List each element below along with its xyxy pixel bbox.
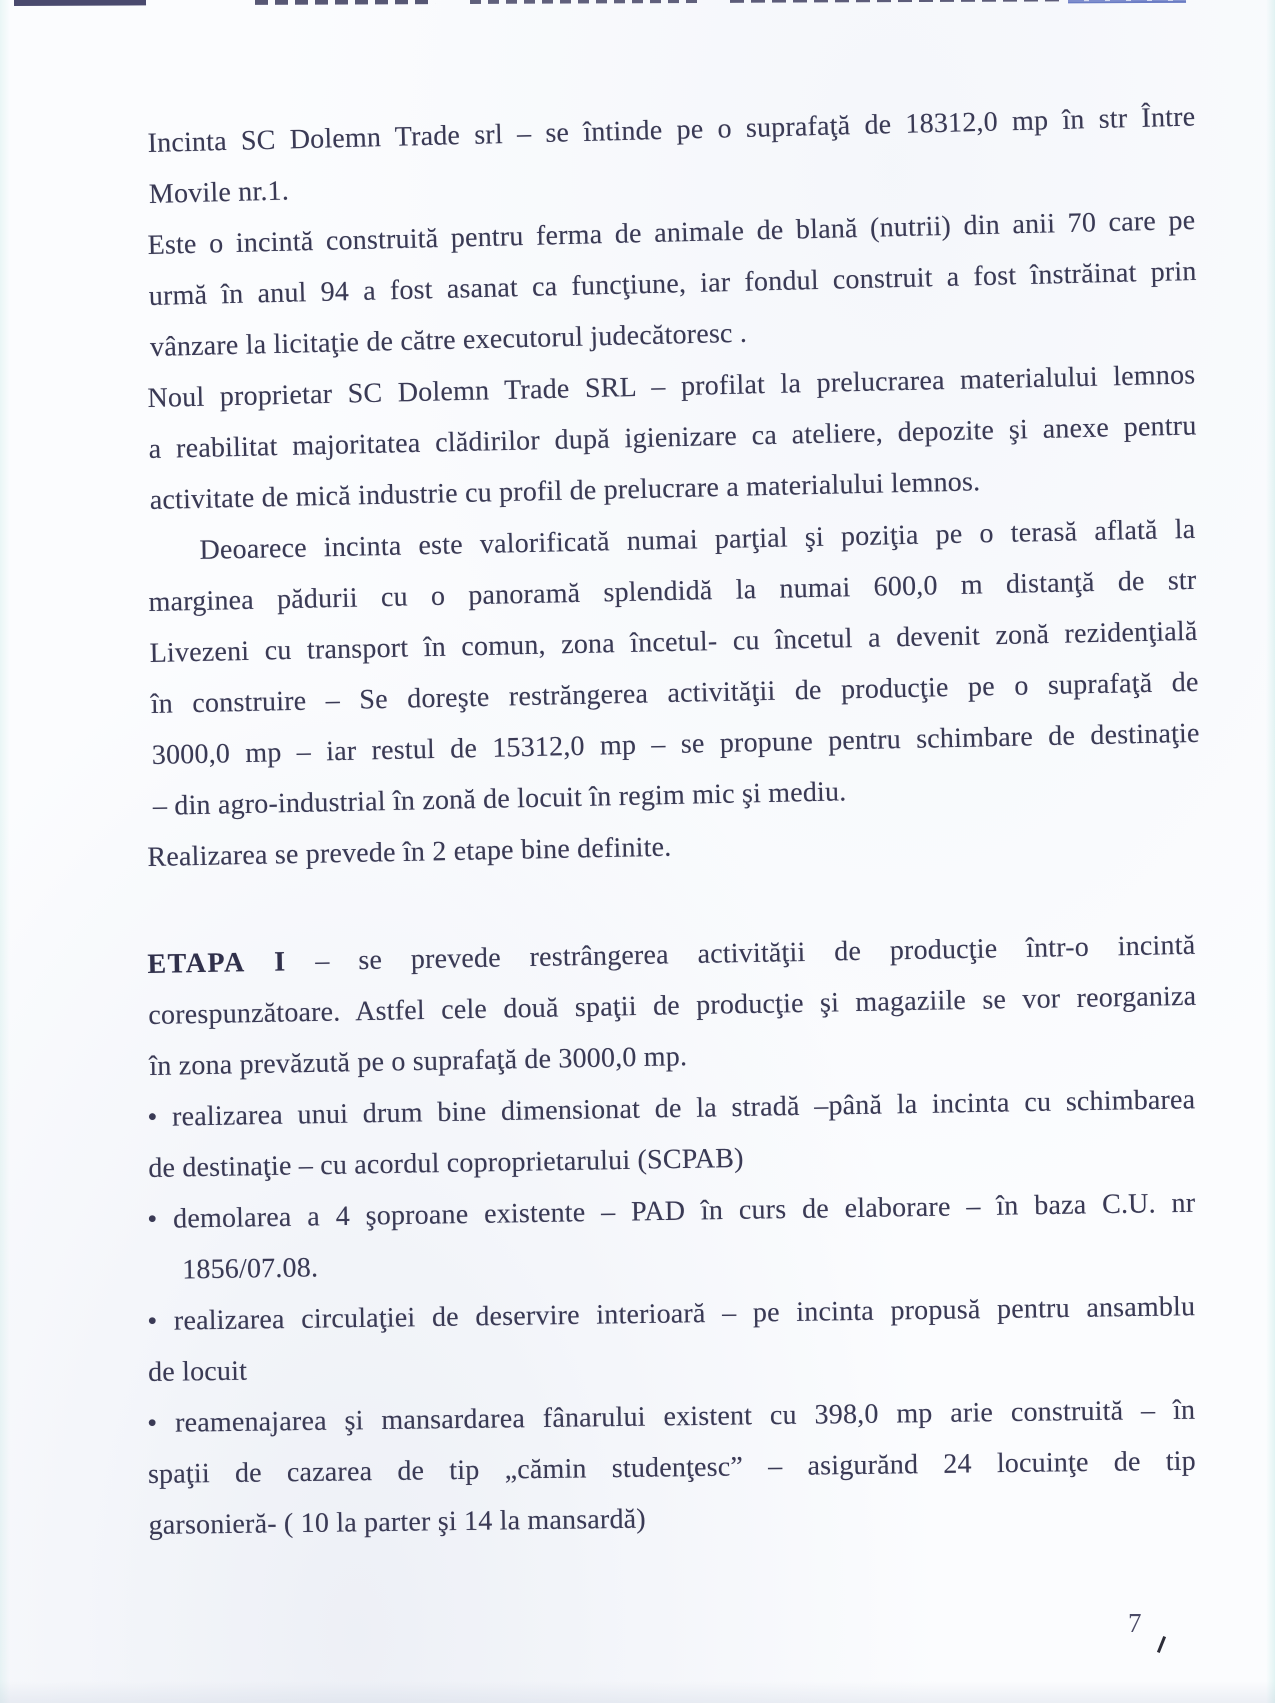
- clipped-header-blue-fragment: [1068, 0, 1186, 3]
- clipped-header-artifact: [0, 0, 1275, 9]
- text-line: corespunzătoare. Astfel cele două spaţii de producţie şi magaziile se vor reorganiza: [148, 980, 1197, 1031]
- text-line: spaţii de cazarea de tip „cămin studenţesc” – asigurănd 24 locuinţe de tip: [147, 1445, 1197, 1490]
- text-line: Deoarece incinta este valorificată numai parţial şi poziţia pe o terasă aflată la: [199, 513, 1196, 566]
- paragraph: [147, 349, 1198, 526]
- bullet-paragraph: [147, 1385, 1197, 1551]
- paragraph: [147, 504, 1201, 832]
- text-line: a reabilitat majoritatea clădirilor după igienizare ca ateliere, depozite şi anexe pentru: [148, 410, 1197, 465]
- text-line: Este o incintă construită pentru ferma de animale de blană (nutrii) din anii 70 care pe: [147, 204, 1196, 261]
- scan-edge-haze: [0, 1681, 1275, 1703]
- text-line: garsonieră- ( 10 la parter şi 14 la mansardă): [148, 1503, 647, 1541]
- text-line: Livezeni cu transport în comun, zona încetul- cu încetul a devenit zonă rezidenţială: [149, 615, 1198, 669]
- text-line: în construire – Se doreşte restrăngerea activităţii de producţie pe o suprafaţă de: [150, 666, 1199, 720]
- text-line: activitate de mică industrie cu profil de prelucrare a materialului lemnos.: [149, 466, 981, 516]
- clipped-header-text-fragment: [255, 0, 435, 5]
- text-line: ETAPA I – se prevede restrângerea activităţii de producţie într-o incintă: [147, 929, 1196, 980]
- paragraph: [147, 195, 1198, 373]
- clipped-header-text-fragment: [730, 0, 1060, 3]
- page-number: 7: [1128, 1608, 1142, 1638]
- text-line: 3000,0 mp – iar restul de 15312,0 mp – se propune pentru schimbare de destinaţie: [151, 717, 1200, 771]
- text-line: • realizarea circulaţiei de deservire interioară – pe incinta propusă pentru ansamblu: [147, 1291, 1196, 1337]
- text-line: marginea pădurii cu o panoramă splendidă la numai 600,0 m distanţă de str: [148, 564, 1197, 618]
- paragraph: [147, 920, 1198, 1092]
- text-line: Incinta SC Dolemn Trade srl – se întinde pe o suprafaţă de 18312,0 mp în str Între: [147, 101, 1196, 159]
- text-line: Movile nr.1.: [148, 175, 290, 210]
- text-line: urmă în anul 94 a fost asanat ca funcţiune, iar fondul construit a fost înstrăinat prin: [148, 255, 1197, 312]
- text-line: vânzare la licitaţie de către executorul judecătoresc .: [149, 317, 748, 363]
- clipped-header-text-fragment: [470, 0, 700, 4]
- text-line: Realizarea se prevede în 2 etape bine definite.: [147, 831, 672, 873]
- text-line: de locuit: [147, 1355, 248, 1388]
- text-line: în zona prevăzută pe o suprafaţă de 3000,0 mp.: [149, 1041, 688, 1082]
- text-line: Noul proprietar SC Dolemn Trade SRL – profilat la prelucrarea materialului lemnos: [147, 359, 1196, 414]
- text-line: • demolarea a 4 şoproane existente – PAD în curs de elaborare – în baza C.U. nr: [147, 1187, 1196, 1235]
- scan-artifact-tick: [1157, 1636, 1166, 1653]
- clipped-header-underline: [14, 0, 146, 6]
- text-line: de destinaţie – cu acordul coproprietarului (SCPAB): [148, 1142, 744, 1184]
- bullet-paragraph: [147, 1074, 1197, 1194]
- document-body: [147, 101, 1200, 1551]
- text-line: – din agro-industrial în zonă de locuit în regim mic şi mediu.: [152, 776, 847, 822]
- text-line: 1856/07.08.: [181, 1252, 319, 1286]
- bold-lead-text: ETAPA I: [147, 946, 287, 980]
- text-line: • realizarea unui drum bine dimensionat de la stradă –până la incinta cu schimbarea: [147, 1084, 1196, 1133]
- text-line: • reamenajarea şi mansardarea fânarului existent cu 398,0 mp arie construită – în: [147, 1394, 1196, 1439]
- bullet-paragraph: [147, 1281, 1196, 1398]
- bullet-paragraph: [147, 1178, 1196, 1296]
